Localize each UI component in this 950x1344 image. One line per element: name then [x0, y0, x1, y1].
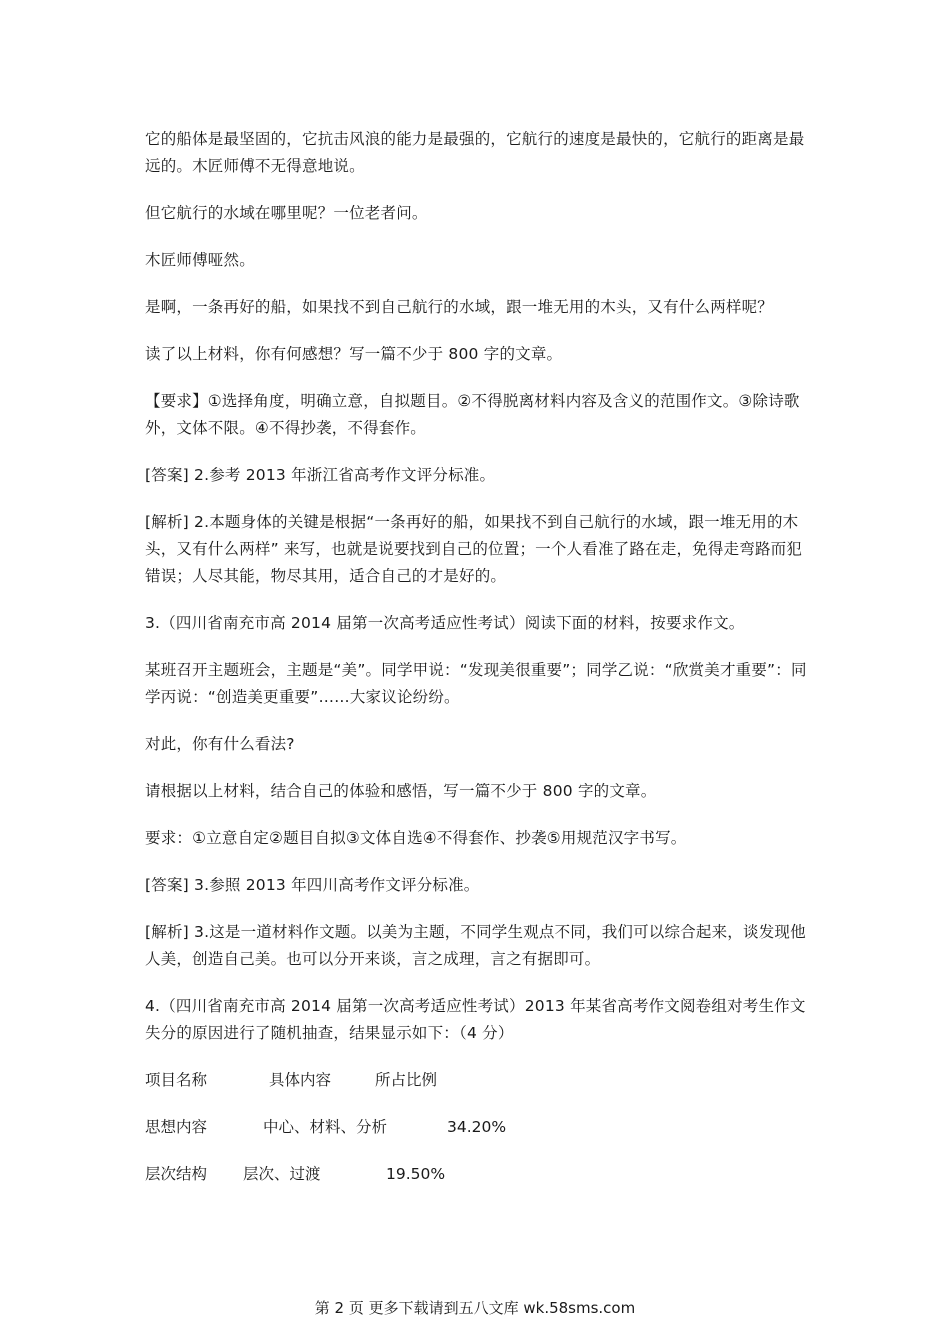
paragraph: [解析] 3.这是一道材料作文题。以美为主题，不同学生观点不同，我们可以综合起来，谈发现他人美，创造自己美。也可以分开来谈，言之成理，言之有据即可。 [145, 923, 806, 968]
table-cell: 层次、过渡 [243, 1165, 321, 1183]
table-header-cell: 具体内容 [269, 1071, 332, 1089]
paragraph: 【要求】①选择角度，明确立意，自拟题目。②不得脱离材料内容及含义的范围作文。③除诗歌外，文体不限。④不得抄袭，不得套作。 [145, 392, 800, 437]
paragraph: 读了以上材料，你有何感想？写一篇不少于 800 字的文章。 [145, 345, 563, 363]
table-cell: 层次结构 [145, 1165, 208, 1183]
paragraph: 但它航行的水域在哪里呢？一位老者问。 [145, 204, 428, 222]
document-body [145, 120, 810, 1188]
paragraph: 是啊，一条再好的船，如果找不到自己航行的水域，跟一堆无用的木头，又有什么两样呢？ [145, 298, 774, 316]
table-row [145, 1161, 810, 1188]
paragraph: 某班召开主题班会，主题是“美”。同学甲说：“发现美很重要”；同学乙说：“欣赏美才重要”：同学丙说：“创造美更重要”……大家议论纷纷。 [145, 661, 807, 706]
paragraph: 要求：①立意自定②题目自拟③文体自选④不得套作、抄袭⑤用规范汉字书写。 [145, 829, 687, 847]
paragraph: 请根据以上材料，结合自己的体验和感悟，写一篇不少于 800 字的文章。 [145, 782, 657, 800]
table-cell: 19.50% [386, 1165, 446, 1183]
paragraph: 4.（四川省南充市高 2014 届第一次高考适应性考试）2013 年某省高考作文阅卷组对考生作文失分的原因进行了随机抽查，结果显示如下：（4 分） [145, 997, 806, 1042]
table-header-cell: 项目名称 [145, 1071, 208, 1089]
paragraph: [解析] 2.本题身体的关键是根据“一条再好的船，如果找不到自己航行的水域，跟一堆无用的木头，又有什么两样” 来写，也就是说要找到自己的位置；一个人看准了路在走，免得走弯路而犯错误；人尽其能，物尽其用，适合自己的才是好的。 [145, 513, 803, 585]
paragraph: [答案] 2.参考 2013 年浙江省高考作文评分标准。 [145, 466, 496, 484]
paragraph: 木匠师傅哑然。 [145, 251, 255, 269]
table-header-cell: 所占比例 [375, 1071, 438, 1089]
paragraph: 它的船体是最坚固的，它抗击风浪的能力是最强的，它航行的速度是最快的，它航行的距离是最远的。木匠师傅不无得意地说。 [145, 130, 805, 175]
paragraph: [答案] 3.参照 2013 年四川高考作文评分标准。 [145, 876, 480, 894]
table-cell: 34.20% [447, 1118, 507, 1136]
table-row [145, 1114, 810, 1141]
paragraph: 对此，你有什么看法? [145, 735, 295, 753]
paragraph: 3.（四川省南充市高 2014 届第一次高考适应性考试）阅读下面的材料，按要求作文。 [145, 614, 745, 632]
page-footer: 第 2 页 更多下载请到五八文库 wk.58sms.com [314, 1299, 636, 1317]
table-cell: 思想内容 [145, 1118, 208, 1136]
table-header-row [145, 1067, 810, 1094]
table-cell: 中心、材料、分析 [263, 1118, 388, 1136]
